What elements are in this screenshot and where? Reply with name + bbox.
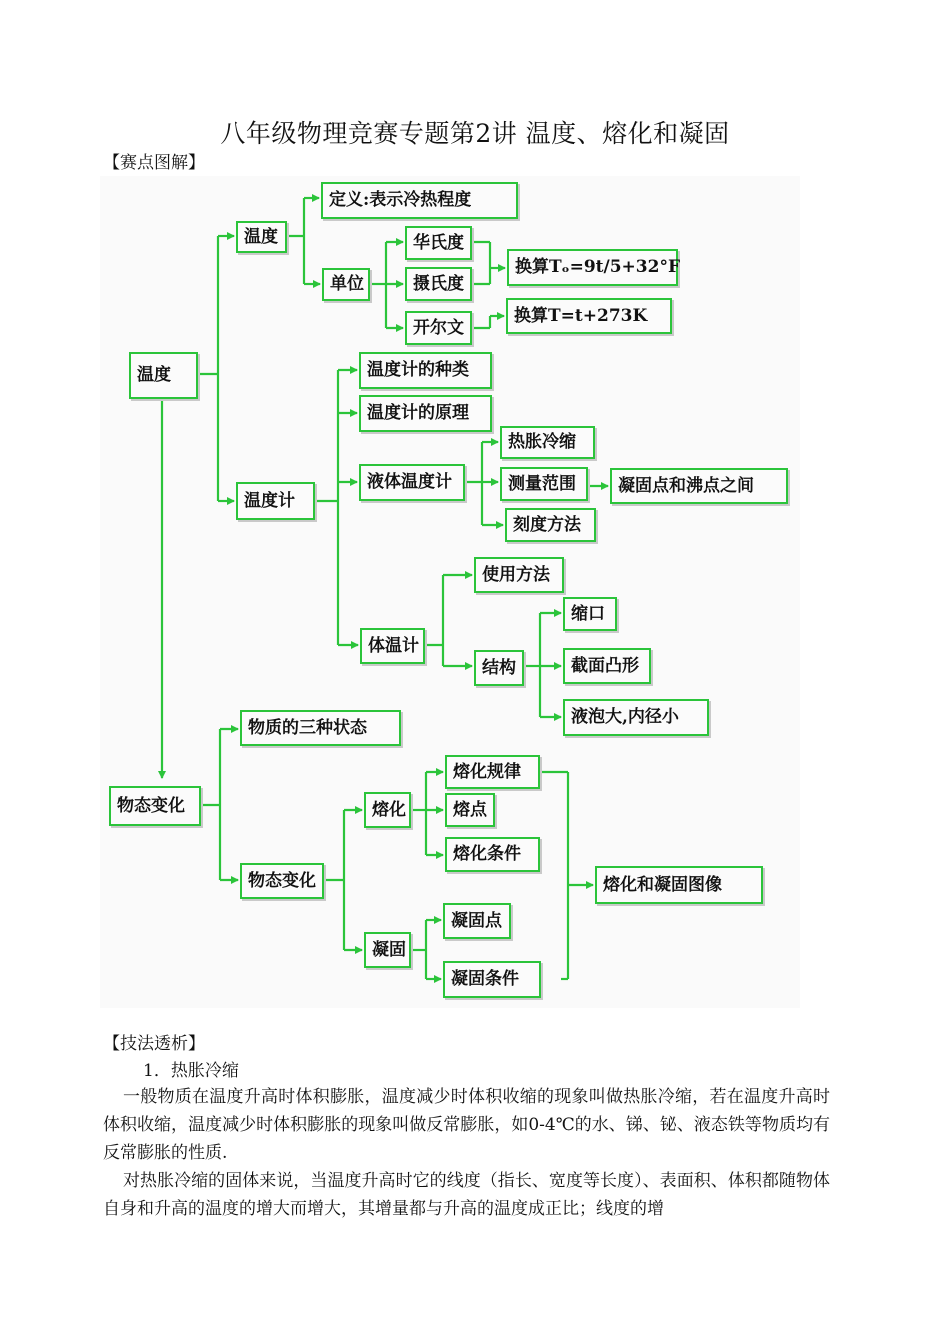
node-thermal-expansion: 热胀冷缩 [500,426,595,459]
section-heading-diagram: 【赛点图解】 [103,153,205,173]
section-heading-techniques: 【技法透析】 [103,1034,205,1054]
node-range-value: 凝固点和沸点之间 [610,468,788,504]
node-freezing: 凝固 [364,932,411,968]
node-melt-freeze-graph: 熔化和凝固图像 [595,866,763,904]
node-fahrenheit: 华氏度 [405,226,472,260]
node-kelvin: 开尔文 [405,311,472,345]
page-title: 八年级物理竞赛专题第2讲 温度、熔化和凝固 [220,119,730,148]
node-unit: 单位 [322,268,370,301]
node-freezing-point: 凝固点 [443,903,511,939]
node-thermometer-principle: 温度计的原理 [359,395,492,432]
node-conversion-kelvin: 换算T=t+273K [506,298,672,334]
node-scale-method: 刻度方法 [505,508,596,542]
node-state-change: 物态变化 [240,863,324,899]
node-convex-section: 截面凸形 [563,648,651,684]
node-clinical-thermometer: 体温计 [360,628,425,664]
node-liquid-thermometer: 液体温度计 [359,464,465,501]
paragraph-1: 一般物质在温度升高时体积膨胀，温度减少时体积收缩的现象叫做热胀冷缩，若在温度升高时体积收缩，温度减少时体积膨胀的现象叫做反常膨胀，如0-4℃的水、锑、铋、液态铁等物质均有反常膨胀的性质. [103,1087,830,1163]
node-conversion-fahrenheit: 换算Tₒ=9t/5+32°F [507,249,678,286]
node-melting: 熔化 [364,792,411,828]
node-structure: 结构 [474,650,524,686]
subheading-thermal-expansion: 1．热胀冷缩 [143,1061,239,1081]
node-bulb: 液泡大,内径小 [563,699,709,736]
node-usage-method: 使用方法 [474,557,564,593]
node-temperature: 温度 [236,221,287,253]
node-temperature-root: 温度 [129,352,198,399]
node-thermometer: 温度计 [236,482,315,520]
node-melting-condition: 熔化条件 [445,837,540,872]
node-measuring-range: 测量范围 [500,467,588,501]
node-celsius: 摄氏度 [405,267,472,301]
paragraph-2: 对热胀冷缩的固体来说，当温度升高时它的线度（指长、宽度等长度）、表面积、体积都随物体自身和升高的温度的增大而增大，其增量都与升高的温度成正比；线度的增 [103,1171,830,1219]
node-freezing-condition: 凝固条件 [443,961,541,998]
node-melting-law: 熔化规律 [445,755,540,789]
node-melting-point: 熔点 [445,793,495,827]
node-state-change-root: 物态变化 [109,786,201,826]
node-definition: 定义:表示冷热程度 [321,182,518,219]
concept-map [100,176,800,1008]
node-constriction: 缩口 [563,597,617,631]
node-three-states: 物质的三种状态 [240,710,401,746]
node-thermometer-types: 温度计的种类 [359,352,492,389]
